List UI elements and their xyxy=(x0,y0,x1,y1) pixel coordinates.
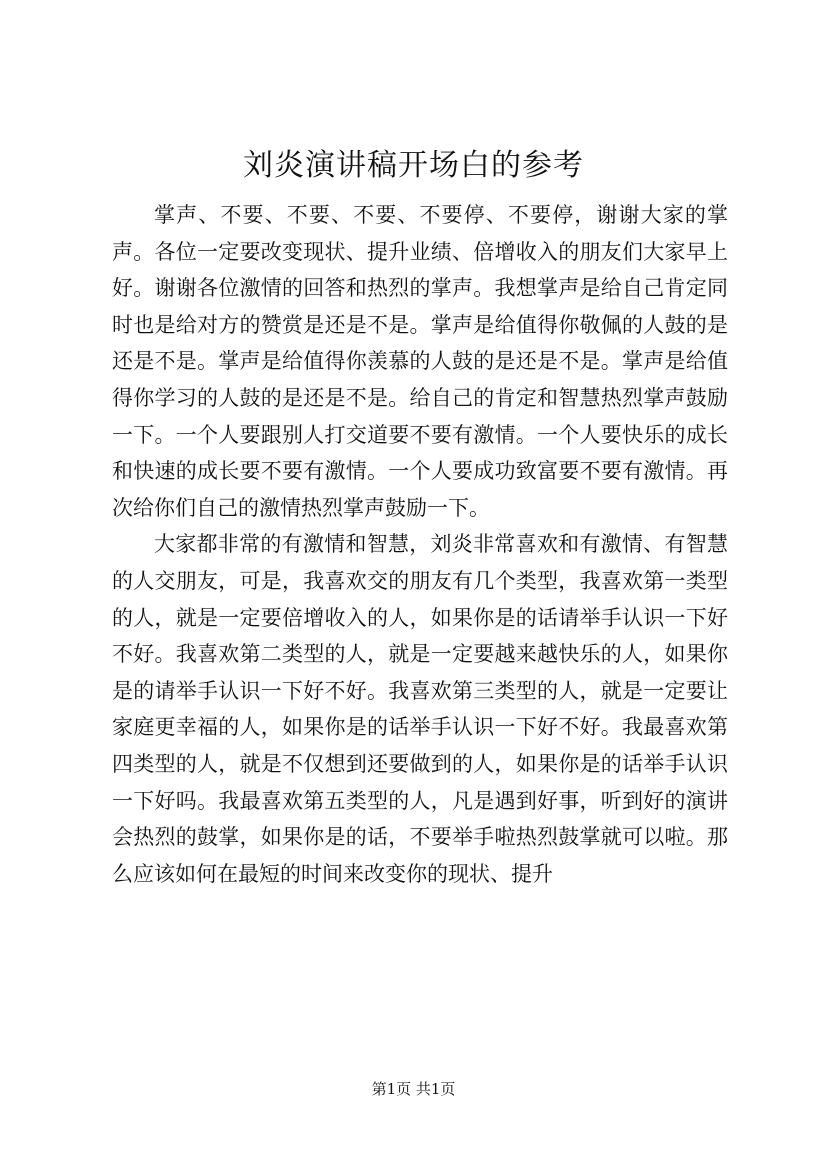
page-footer: 第1页 共1页 xyxy=(371,1080,456,1098)
document-body xyxy=(112,197,728,892)
paragraph-1: 掌声、不要、不要、不要、不要停、不要停，谢谢大家的掌声。各位一定要改变现状、提升业绩、倍增收入的朋友们大家早上好。谢谢各位激情的回答和热烈的掌声。我想掌声是给自己肯定同时也是给对方的赞赏是还是不是。掌声是给值得你敬佩的人鼓的是还是不是。掌声是给值得你羡慕的人鼓的是还是不是。掌声是给值得你学习的人鼓的是还是不是。给自己的肯定和智慧热烈掌声鼓励一下。一个人要跟别人打交道要不要有激情。一个人要快乐的成长和快速的成长要不要有激情。一个人要成功致富要不要有激情。再次给你们自己的激情热烈掌声鼓励一下。 xyxy=(112,203,728,520)
document-title: 刘炎演讲稿开场白的参考 xyxy=(243,148,584,183)
paragraph-2: 大家都非常的有激情和智慧，刘炎非常喜欢和有激情、有智慧的人交朋友，可是，我喜欢交的朋友有几个类型，我喜欢第一类型的人，就是一定要倍增收入的人，如果你是的话请举手认识一下好不好。我喜欢第二类型的人，就是一定要越来越快乐的人，如果你是的请举手认识一下好不好。我喜欢第三类型的人，就是一定要让家庭更幸福的人，如果你是的话举手认识一下好不好。我最喜欢第四类型的人，就是不仅想到还要做到的人，如果你是的话举手认识一下好吗。我最喜欢第五类型的人，凡是遇到好事，听到好的演讲会热烈的鼓掌，如果你是的话，不要举手啦热烈鼓掌就可以啦。那么应该如何在最短的时间来改变你的现状、提升 xyxy=(112,532,728,886)
